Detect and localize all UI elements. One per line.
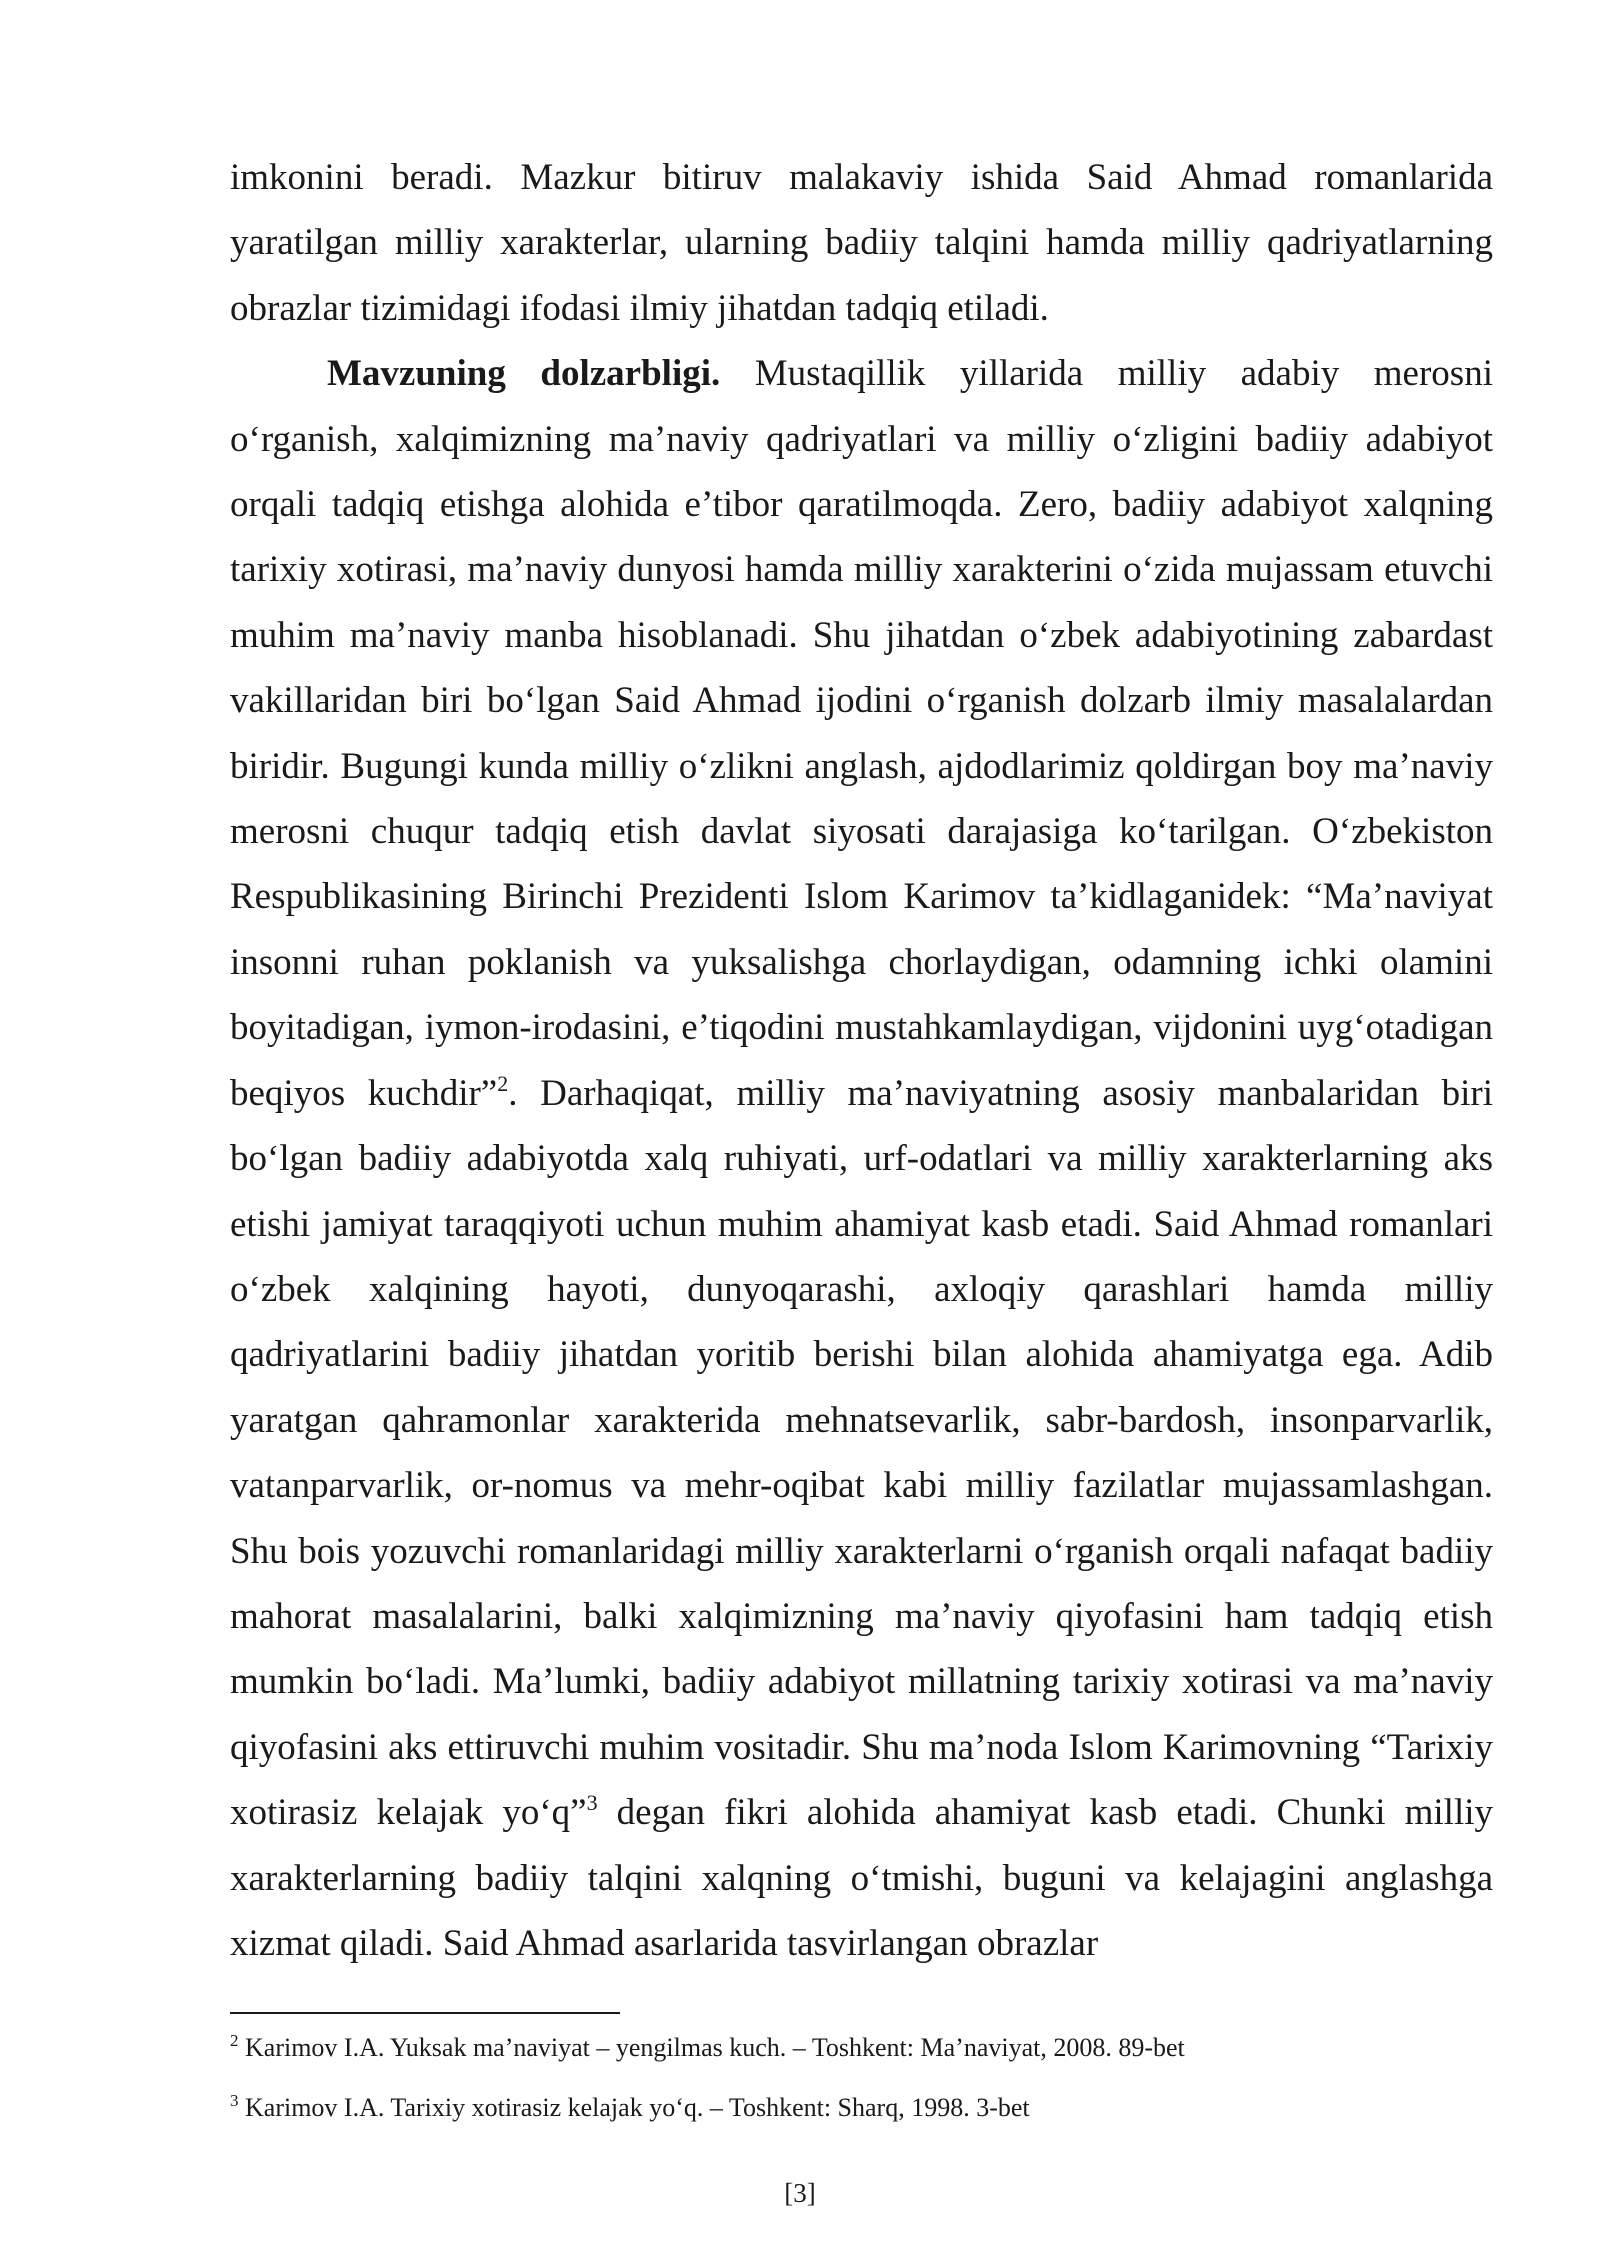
footnote-text: Karimov I.A. Yuksak ma’naviyat – yengilmas kuch. – Toshkent: Ma’naviyat, 2008. 89-bet	[238, 2033, 1185, 2062]
footnotes	[230, 2025, 1493, 2145]
paragraph-relevance	[230, 341, 1493, 1976]
footnote-ref[interactable]: 3	[586, 1790, 598, 1816]
footnote-number: 3	[230, 2091, 239, 2110]
paragraph-text: Mustaqillik yillarida milliy adabiy merosni o‘rganish, xalqimizning ma’naviy qadriyatlari va milliy o‘zligini badiiy adabiyot orqali tadqiq etishga alohida e’tibor qaratilmoqda. Zero, badiiy adabiyot xalqning tarixiy xotirasi, ma’naviy dunyosi hamda milliy xarakterini o‘zida mujassam etuvchi muhim ma’naviy manba hisoblanadi. Shu jihatdan o‘zbek adabiyotining zabardast vakillaridan biri bo‘lgan Said Ahmad ijodini o‘rganish dolzarb ilmiy masalalardan biridir. Bugungi kunda milliy o‘zlikni anglash, ajdodlarimiz qoldirgan boy ma’naviy merosni chuqur tadqiq etish davlat siyosati darajasiga ko‘tarilgan. O‘zbekiston Respublikasining Birinchi Prezidenti Islom Karimov ta’kidlaganidek: “Ma’naviyat insonni ruhan poklanish va yuksalishga chorlaydigan, odamning ichki olamini boyitadigan, iymon-irodasini, e’tiqodini mustahkamlaydigan, vijdonini uyg‘otadigan beqiyos kuchdir”	[230, 353, 1493, 1114]
footnote-text: Karimov I.A. Tarixiy xotirasiz kelajak yo‘q. – Toshkent: Sharq, 1998. 3-bet	[238, 2093, 1030, 2122]
footnote-ref[interactable]: 2	[497, 1070, 509, 1096]
footnote-separator	[230, 2012, 620, 2014]
paragraph-text: degan fikri alohida ahamiyat kasb etadi. Chunki milliy xarakterlarning badiiy talqini xalqning o‘tmishi, buguni va kelajagini anglashga xizmat qiladi. Said Ahmad asarlarida tasvirlangan obrazlar	[230, 1792, 1493, 1964]
page-number: [3]	[784, 2178, 816, 2208]
footnote-item	[230, 2085, 1493, 2131]
main-text	[230, 145, 1493, 1976]
section-heading: Mavzuning dolzarbligi.	[327, 353, 721, 395]
footnote-item	[230, 2025, 1493, 2071]
footnote-number: 2	[230, 2031, 239, 2050]
paragraph-text: . Darhaqiqat, milliy ma’naviyatning asosiy manbalaridan biri bo‘lgan badiiy adabiyotda xalq ruhiyati, urf-odatlari va milliy xarakterlarning aks etishi jamiyat taraqqiyoti uchun muhim ahamiyat kasb etadi. Said Ahmad romanlari o‘zbek xalqining hayoti, dunyoqarashi, axloqiy qarashlari hamda milliy qadriyatlarini badiiy jihatdan yoritib berishi bilan alohida ahamiyatga ega. Adib yaratgan qahramonlar xarakterida mehnatsevarlik, sabr-bardosh, insonparvarlik, vatanparvarlik, or-nomus va mehr-oqibat kabi milliy fazilatlar mujassamlashgan. Shu bois yozuvchi romanlaridagi milliy xarakterlarni o‘rganish orqali nafaqat badiiy mahorat masalalarini, balki xalqimizning ma’naviy qiyofasini ham tadqiq etish mumkin bo‘ladi. Ma’lumki, badiiy adabiyot millatning tarixiy xotirasi va ma’naviy qiyofasini aks ettiruvchi muhim vositadir. Shu ma’noda Islom Karimovning “Tarixiy xotirasiz kelajak yo‘q”	[230, 1072, 1493, 1834]
paragraph-intro: imkonini beradi. Mazkur bitiruv malakaviy ishida Said Ahmad romanlarida yaratilgan milliy xarakterlar, ularning badiiy talqini hamda milliy qadriyatlarning obrazlar tizimidagi ifodasi ilmiy jihatdan tadqiq etiladi.	[230, 157, 1493, 329]
